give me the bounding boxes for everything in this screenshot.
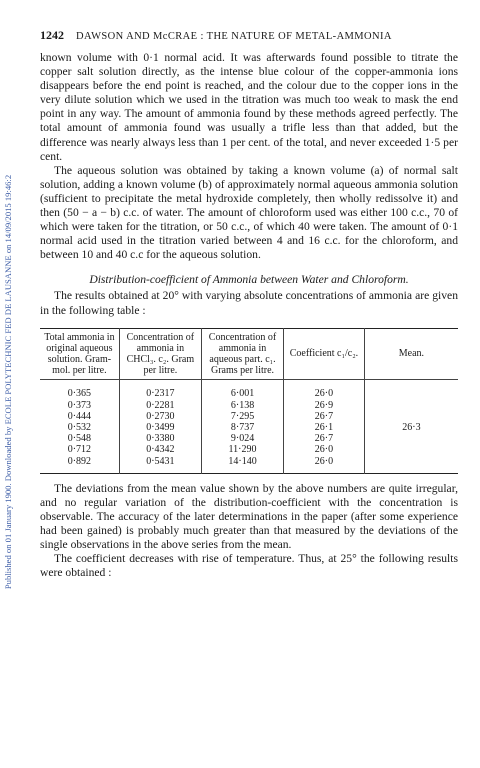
paper-page (40, 28, 458, 580)
cell-coef: 26·0 (284, 444, 365, 455)
header-conc-aqueous: Concentration of ammonia in aqueous part. c₁. Grams per litre. (201, 328, 283, 380)
cell-c2: 0·2281 (119, 400, 201, 411)
cell-c1: 7·295 (201, 411, 283, 422)
cell-mean-blank (364, 456, 458, 474)
cell-c1: 9·024 (201, 433, 283, 444)
header-coefficient: Coefficient c₁/c₂. (284, 328, 365, 380)
cell-total: 0·444 (40, 411, 119, 422)
cell-mean-blank (364, 411, 458, 422)
cell-total: 0·532 (40, 422, 119, 433)
cell-c2: 0·4342 (119, 444, 201, 455)
cell-mean-blank (364, 433, 458, 444)
table-row (40, 411, 458, 422)
paragraph-2: The aqueous solution was obtained by taking a known volume (a) of normal salt solution, adding a known volume (b) of approximately normal aqueous ammonia solution (sufficient to precipitate the metal hydroxide completely, then wholly redissolve it) and then (50 − a − b) c.c. of water. The amount of chloroform used was either 100 c.c., 70 of which were taken for the titration, or 50 c.c., of which 40 were taken. The amount of 0·1 normal acid used in the titration varied between 4 and 16 c.c. for the chloroform, and between 10 and 40 c.c for the aqueous solution. (40, 163, 458, 262)
results-table (40, 328, 458, 474)
paragraph-4: The coefficient decreases with rise of temperature. Thus, at 25° the following results were obtained : (40, 552, 458, 580)
header-total-ammonia: Total ammonia in original aqueous solution. Gram-mol. per litre. (40, 328, 119, 380)
table-row (40, 456, 458, 474)
cell-c1: 6·138 (201, 400, 283, 411)
cell-c2: 0·2730 (119, 411, 201, 422)
cell-total: 0·373 (40, 400, 119, 411)
running-head: DAWSON AND McCRAE : THE NATURE OF METAL-AMMONIA (76, 31, 392, 42)
table-row (40, 444, 458, 455)
cell-coef: 26·7 (284, 411, 365, 422)
cell-c1: 11·290 (201, 444, 283, 455)
cell-coef: 26·0 (284, 456, 365, 474)
cell-coef: 26·1 (284, 422, 365, 433)
cell-coef: 26·9 (284, 400, 365, 411)
cell-mean-blank (364, 380, 458, 400)
cell-total: 0·548 (40, 433, 119, 444)
cell-c2: 0·5431 (119, 456, 201, 474)
cell-mean: 26·3 (402, 422, 421, 434)
cell-mean-blank (364, 400, 458, 411)
cell-coef: 26·7 (284, 433, 365, 444)
cell-total: 0·892 (40, 456, 119, 474)
cell-c1: 14·140 (201, 456, 283, 474)
header-mean: Mean. (364, 328, 458, 380)
cell-c1: 6·001 (201, 380, 283, 400)
cell-c1: 8·737 (201, 422, 283, 433)
download-watermark-text: Published on 01 January 1900. Downloaded by ECOLE POLYTECHNIC FED DE LAUSANNE on 14/09/2015 19:46:2 (3, 174, 13, 590)
paragraph-3: The deviations from the mean value shown by the above numbers are quite irregular, and no regular variation of the distribution-coefficient with the concentration is observable. The accuracy of the later determinations in the paper (after some experience had been gained) is probably much greater than that measured by the deviations of the single observations in the above series from the mean. (40, 481, 458, 552)
table-row (40, 400, 458, 411)
table-row (40, 380, 458, 400)
table-header-row (40, 328, 458, 380)
cell-total: 0·712 (40, 444, 119, 455)
cell-mean-blank (364, 444, 458, 455)
section-heading: Distribution-coefficient of Ammonia between Water and Chloroform. (89, 273, 409, 287)
cell-total: 0·365 (40, 380, 119, 400)
paragraph-1: known volume with 0·1 normal acid. It was afterwards found possible to titrate the copper salt solution directly, as the intense blue colour of the copper-ammonia ions disappears before the end point is reached, and the colour due to the copper ions in the very dilute solution which we used in the titration was much too weak to mask the end point in any way. The amount of ammonia found by these methods agreed perfectly. The total amount of ammonia found was usually a trifle less than that added, but the difference was nearly always less than 1 per cent. of the total, and never exceeded 1·5 per cent. (40, 51, 458, 163)
header-conc-chcl3: Concentration of ammonia in CHCl₃. c₂. Gram per litre. (119, 328, 201, 380)
download-watermark (0, 0, 16, 768)
cell-c2: 0·3499 (119, 422, 201, 433)
cell-coef: 26·0 (284, 380, 365, 400)
page-number: 1242 (40, 28, 64, 42)
table-row (40, 433, 458, 444)
cell-c2: 0·2317 (119, 380, 201, 400)
table-row (40, 422, 458, 433)
cell-c2: 0·3380 (119, 433, 201, 444)
table-intro: The results obtained at 20° with varying absolute concentrations of ammonia are given in the following table : (40, 289, 458, 317)
page-header (40, 28, 458, 43)
